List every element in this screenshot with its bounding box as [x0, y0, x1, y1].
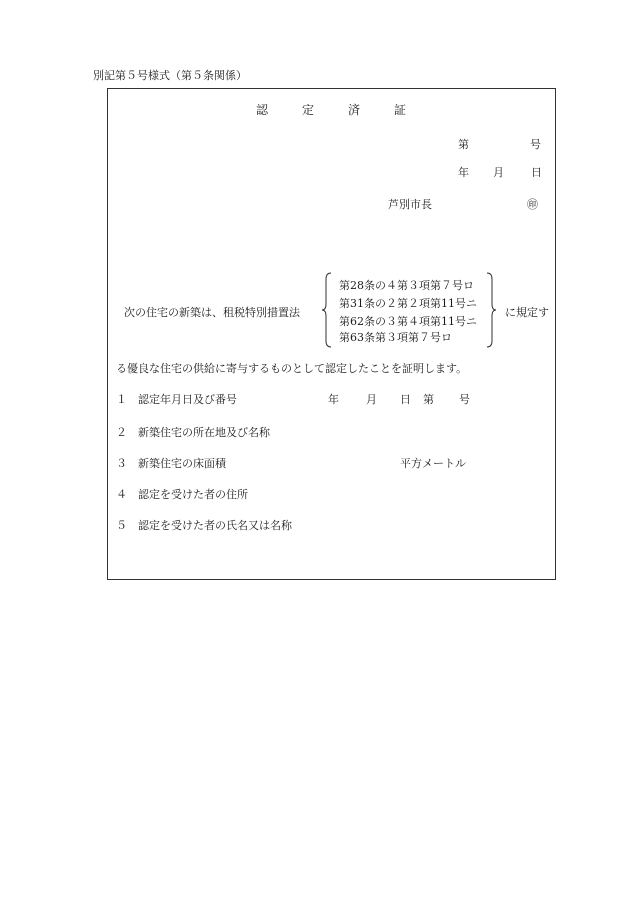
certificate-number-prefix: 第 — [458, 138, 469, 151]
approval-date-month: 月 — [366, 393, 377, 406]
statement-continuation: る優良な住宅の供給に寄与するものとして認定したことを証明します。 — [116, 362, 468, 375]
right-brace-icon — [485, 272, 497, 348]
item-label-name: 認定を受けた者の氏名又は名称 — [138, 519, 292, 532]
title-char: 定 — [302, 103, 315, 117]
title-char: 証 — [394, 103, 407, 117]
item-number: ３ — [116, 457, 127, 470]
statement-lead: 次の住宅の新築は、租税特別措置法 — [124, 306, 300, 319]
seal-mark: ㊞ — [527, 198, 538, 211]
item-label-address: 認定を受けた者の住所 — [138, 488, 248, 501]
floor-area-unit: 平方メートル — [400, 457, 466, 470]
item-label-floor-area: 新築住宅の床面積 — [138, 457, 226, 470]
item-number: ４ — [116, 488, 127, 501]
item-number: １ — [116, 393, 127, 406]
issue-date-month: 月 — [493, 166, 504, 179]
title-char: 認 — [256, 103, 269, 117]
left-brace-icon — [321, 272, 333, 348]
issue-date-year: 年 — [458, 166, 469, 179]
item-label-approval-date-number: 認定年月日及び番号 — [138, 393, 237, 406]
law-provision: 第63条第３項第７号ロ — [339, 331, 452, 344]
law-provision: 第28条の４第３項第７号ロ — [339, 279, 474, 292]
approval-number-prefix: 第 — [423, 393, 434, 406]
item-number: ２ — [116, 426, 127, 439]
form-label: 別記第５号様式（第５条関係） — [93, 69, 247, 82]
issue-date-day: 日 — [531, 166, 542, 179]
certificate-number-suffix: 号 — [530, 138, 541, 151]
right-brace — [485, 272, 497, 350]
issuer-name: 芦別市長 — [388, 198, 432, 211]
approval-date-year: 年 — [328, 393, 339, 406]
approval-date-day: 日 — [400, 393, 411, 406]
approval-number-suffix: 号 — [459, 393, 470, 406]
law-provision: 第62条の３第４項第11号ニ — [339, 315, 477, 328]
law-provision: 第31条の２第２項第11号ニ — [339, 297, 477, 310]
statement-trail: に規定す — [505, 306, 549, 319]
item-label-location-name: 新築住宅の所在地及び名称 — [138, 426, 270, 439]
document-title — [256, 104, 406, 116]
title-char: 済 — [348, 103, 361, 117]
item-number: ５ — [116, 519, 127, 532]
left-brace — [321, 272, 333, 350]
